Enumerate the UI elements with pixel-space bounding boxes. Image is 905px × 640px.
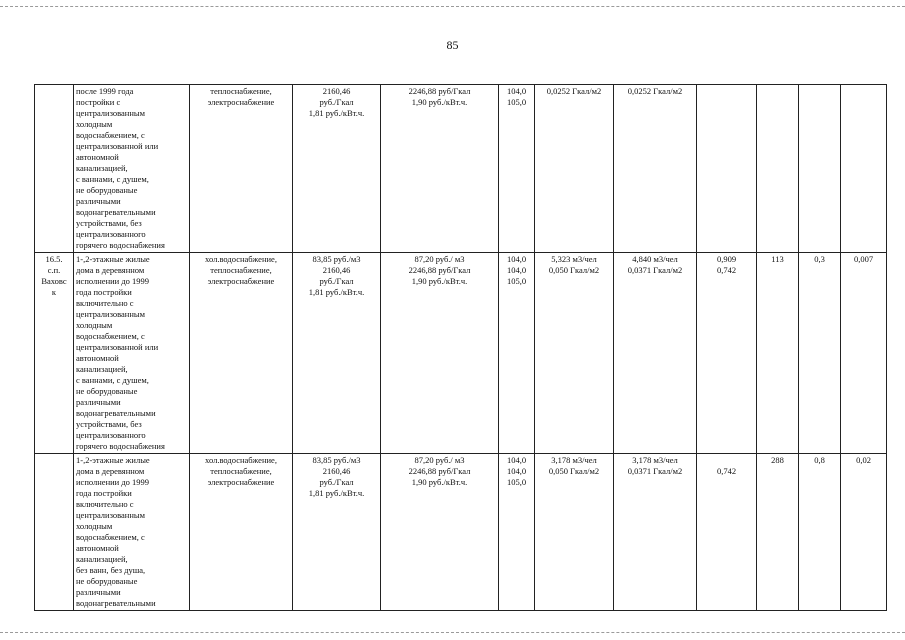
share-cell: 0,8 <box>799 454 841 611</box>
row-number-cell: 16.5. с.п. Ваховс к <box>35 253 74 454</box>
coef-cell: 0,742 <box>697 454 757 611</box>
tariff-old-cell: 2160,46 руб./Гкал 1,81 руб./кВт.ч. <box>293 85 381 253</box>
count-cell: 288 <box>757 454 799 611</box>
share-cell: 0,3 <box>799 253 841 454</box>
row-number-cell <box>35 454 74 611</box>
housing-description-cell: 1-,2-этажные жилые дома в деревянном исполнении до 1999 года постройки включительно с централизованным холодным водоснабжением, с автономной канализацией, без ванн, без душа, не оборудованые различными водонагревательными <box>74 454 190 611</box>
norm-new-cell: 3,178 м3/чел 0,0371 Гкал/м2 <box>614 454 697 611</box>
share-cell <box>799 85 841 253</box>
index-cell: 104,0 105,0 <box>499 85 535 253</box>
coef-cell <box>697 85 757 253</box>
tariff-old-cell: 83,85 руб./м3 2160,46 руб./Гкал 1,81 руб./кВт.ч. <box>293 253 381 454</box>
services-cell: хол.водоснабжение, теплоснабжение, электроснабжение <box>190 253 293 454</box>
services-cell: теплоснабжение, электроснабжение <box>190 85 293 253</box>
tariff-table <box>34 84 887 611</box>
row-number-cell <box>35 85 74 253</box>
ratio-cell: 0,007 <box>841 253 887 454</box>
services-cell: хол.водоснабжение, теплоснабжение, электроснабжение <box>190 454 293 611</box>
scan-edge-bottom <box>0 632 905 637</box>
housing-description-cell: после 1999 года постройки с централизованным холодным водоснабжением, с централизованной или автономной канализацией, с ваннами, с душем, не оборудованые различными водонагревательными устройствами, без централизованного горячего водоснабжения <box>74 85 190 253</box>
norm-old-cell: 3,178 м3/чел 0,050 Гкал/м2 <box>535 454 614 611</box>
scan-edge-top <box>0 0 905 7</box>
count-cell <box>757 85 799 253</box>
page-number: 85 <box>446 38 459 52</box>
norm-old-cell: 0,0252 Гкал/м2 <box>535 85 614 253</box>
tariff-new-cell: 87,20 руб./ м3 2246,88 руб/Гкал 1,90 руб./кВт.ч. <box>381 253 499 454</box>
norm-old-cell: 5,323 м3/чел 0,050 Гкал/м2 <box>535 253 614 454</box>
tariff-new-cell: 2246,88 руб/Гкал 1,90 руб./кВт.ч. <box>381 85 499 253</box>
norm-new-cell: 0,0252 Гкал/м2 <box>614 85 697 253</box>
housing-description-cell: 1-,2-этажные жилые дома в деревянном исполнении до 1999 года постройки включительно с централизованным холодным водоснабжением, с централизованной или автономной канализацией, с ваннами, с душем, не оборудованые различными водонагревательными устройствами, без централизованного горячего водоснабжения <box>74 253 190 454</box>
norm-new-cell: 4,840 м3/чел 0,0371 Гкал/м2 <box>614 253 697 454</box>
tariff-old-cell: 83,85 руб./м3 2160,46 руб./Гкал 1,81 руб./кВт.ч. <box>293 454 381 611</box>
index-cell: 104,0 104,0 105,0 <box>499 253 535 454</box>
coef-cell: 0,909 0,742 <box>697 253 757 454</box>
ratio-cell: 0,02 <box>841 454 887 611</box>
table-row <box>35 85 887 253</box>
index-cell: 104,0 104,0 105,0 <box>499 454 535 611</box>
table-row <box>35 253 887 454</box>
ratio-cell <box>841 85 887 253</box>
tariff-new-cell: 87,20 руб./ м3 2246,88 руб/Гкал 1,90 руб./кВт.ч. <box>381 454 499 611</box>
table-row <box>35 454 887 611</box>
count-cell: 113 <box>757 253 799 454</box>
